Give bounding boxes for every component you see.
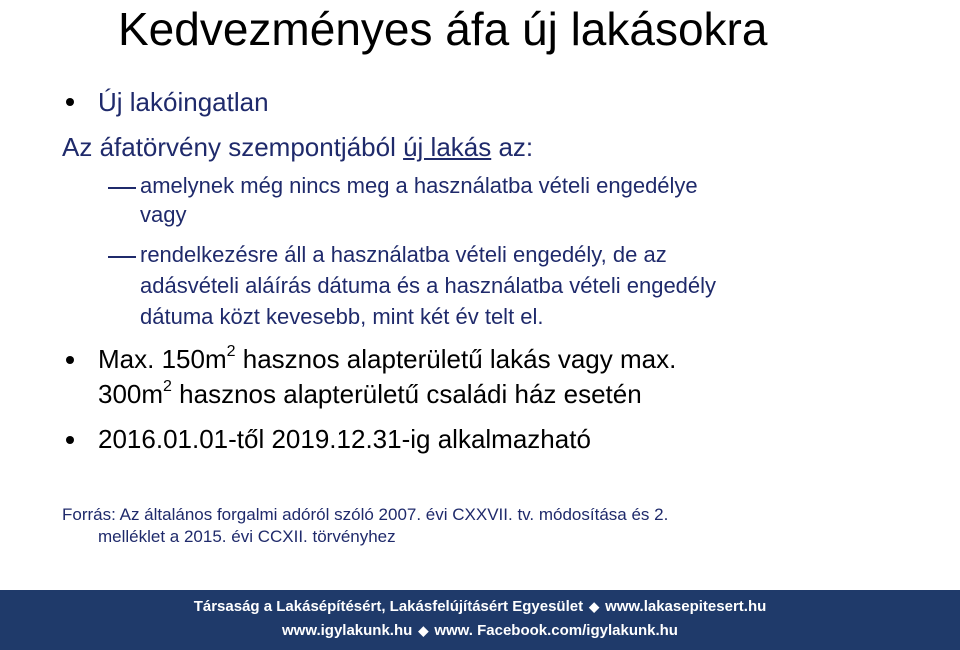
max-line1-prefix: Max. 150m bbox=[98, 344, 227, 374]
intro-prefix: Az áfatörvény szempontjából bbox=[62, 132, 404, 162]
date-range: 2016.01.01-től 2019.12.31-ig alkalmazható bbox=[98, 424, 591, 454]
diamond-icon: ◆ bbox=[589, 599, 600, 614]
dash-item-2-line-3: dátuma közt kevesebb, mint két év telt el. bbox=[140, 304, 544, 329]
intro-suffix: az: bbox=[491, 132, 534, 162]
source-line-1: Forrás: Az általános forgalmi adóról szóló 2007. évi CXXVII. tv. módosítása és 2. bbox=[62, 505, 669, 524]
dash-item-2-line-2: adásvételi aláírás dátuma és a használatba vételi engedély bbox=[140, 273, 717, 298]
footer-site-3[interactable]: www. Facebook.com/igylakunk.hu bbox=[434, 622, 678, 639]
max-line2-suffix: hasznos alapterületű családi ház esetén bbox=[171, 379, 642, 409]
dash-item-1-line-2: vagy bbox=[140, 202, 187, 227]
max-area-line-2 bbox=[98, 378, 642, 410]
dash-item-1-line-1: amelynek még nincs meg a használatba vételi engedélye bbox=[140, 173, 698, 198]
max-line1-sup: 2 bbox=[226, 343, 236, 361]
bullet-dot-icon bbox=[66, 356, 74, 364]
intro-line bbox=[62, 131, 533, 163]
dash-icon bbox=[108, 256, 136, 258]
dash-icon bbox=[108, 187, 136, 189]
max-line2-prefix: 300m bbox=[98, 379, 164, 409]
footer-site-1[interactable]: www.lakasepitesert.hu bbox=[605, 598, 767, 615]
max-line2-sup: 2 bbox=[163, 378, 172, 396]
intro-new-flat-link: új lakás bbox=[403, 132, 492, 162]
bullet-dot-icon bbox=[66, 98, 74, 106]
footer-bar bbox=[0, 590, 960, 650]
bullet-new-property: Új lakóingatlan bbox=[98, 87, 269, 117]
footer-line-2 bbox=[0, 622, 960, 639]
diamond-icon: ◆ bbox=[418, 623, 429, 638]
footer-site-2[interactable]: www.igylakunk.hu bbox=[282, 622, 413, 639]
max-line1-suffix: hasznos alapterületű lakás vagy max. bbox=[235, 344, 677, 374]
footer-line-1 bbox=[0, 598, 960, 615]
source-line-2: melléklet a 2015. évi CCXII. törvényhez bbox=[98, 527, 396, 546]
slide-title: Kedvezményes áfa új lakásokra bbox=[118, 3, 768, 55]
dash-item-2-line-1: rendelkezésre áll a használatba vételi engedély, de az bbox=[140, 242, 667, 267]
max-area-line-1 bbox=[98, 343, 676, 375]
bullet-dot-icon bbox=[66, 436, 74, 444]
footer-org: Társaság a Lakásépítésért, Lakásfelújításért Egyesület bbox=[193, 598, 584, 615]
